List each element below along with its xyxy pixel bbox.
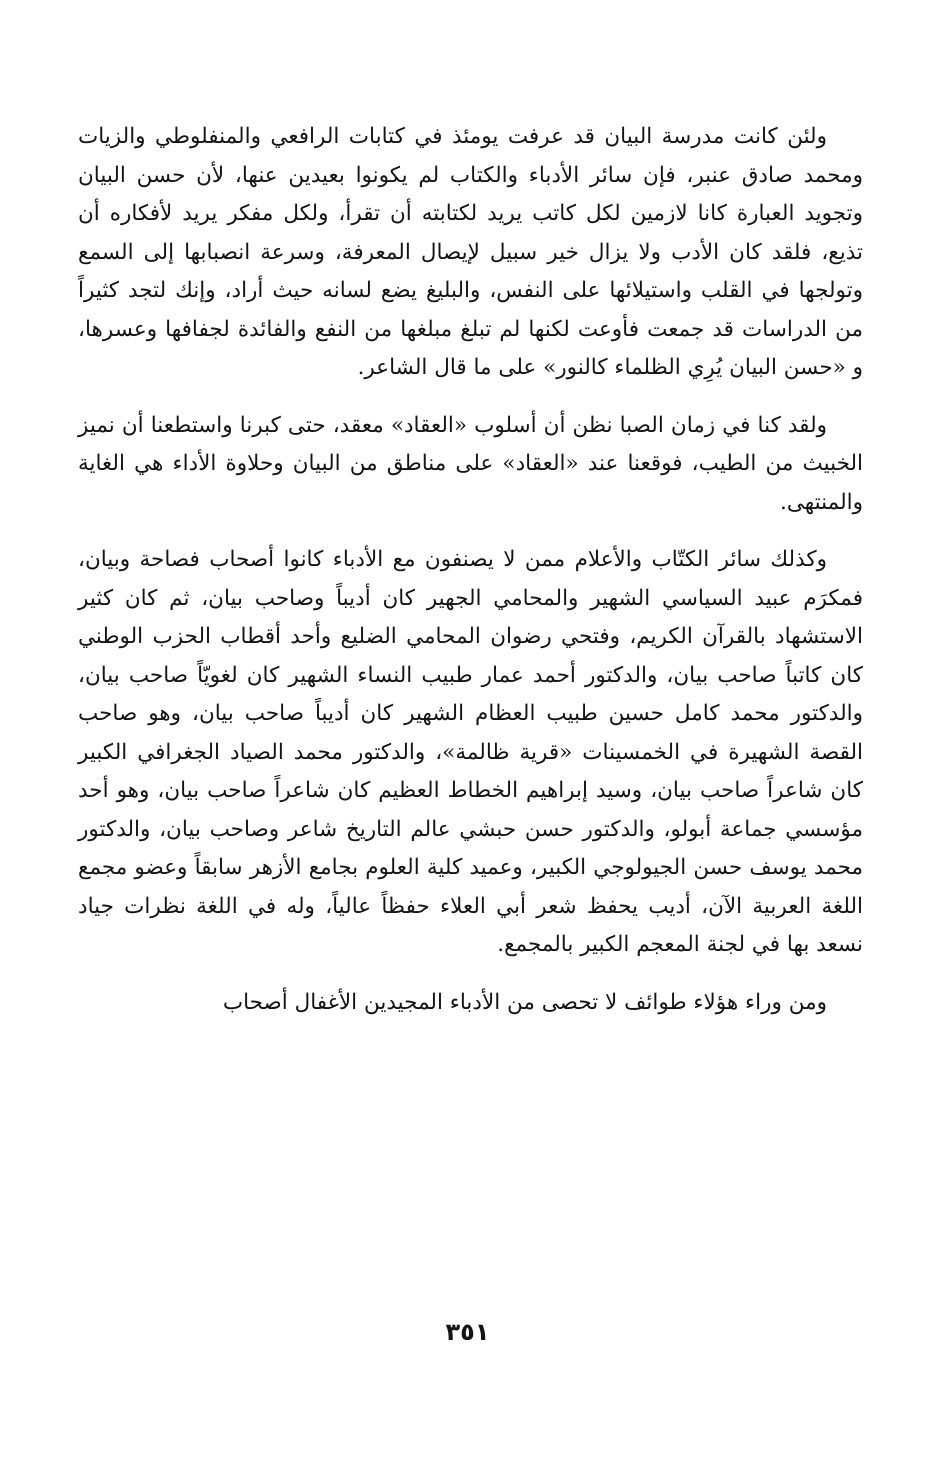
- paragraph-bayan-school: ولئن كانت مدرسة البيان قد عرفت يومئذ في كتابات الرافعي والمنفلوطي والزيات ومحمد صادق عنبر، فإن سائر الأدباء والكتاب لم يكونوا بعيدين عنها، لأن حسن البيان وتجويد العبارة كانا لازمين لكل كاتب يريد لكتابته أن تقرأ، ولكل مفكر يريد لأفكاره أن تذيع، فلقد كان الأدب ولا يزال خير سبيل لإيصال المعرفة، وسرعة انصبابها إلى السمع وتولجها في القلب واستيلائها على النفس، والبليغ يضع لسانه حيث أراد، وإنك لتجد كثيراً من الدراسات قد جمعت فأوعت لكنها لم تبلغ مبلغها من النفع والفائدة لجفافها وعسرها، و «حسن البيان يُرِي الظلماء كالنور» على ما قال الشاعر.: [78, 124, 864, 380]
- paragraph-aqqad-style: ولقد كنا في زمان الصبا نظن أن أسلوب «العقاد» معقد، حتى كبرنا واستطعنا أن نميز الخبيث من الطيب، فوقعنا عند «العقاد» على مناطق من البيان وحلاوة الأداء هي الغاية والمنتهى.: [78, 412, 863, 515]
- paragraph-writers-list: وكذلك سائر الكتّاب والأعلام ممن لا يصنفون مع الأدباء كانوا أصحاب فصاحة وبيان، فمكرَم عبيد السياسي الشهير والمحامي الجهير كان أديباً وصاحب بيان، ثم كان كثير الاستشهاد بالقرآن الكريم، وفتحي رضوان المحامي الضليع وأحد أقطاب الحزب الوطني كان كاتباً صاحب بيان، والدكتور أحمد عمار طبيب النساء الشهير كان لغويّاً صاحب بيان، والدكتور محمد كامل حسين طبيب العظام الشهير كان أديباً صاحب بيان، وهو صاحب القصة الشهيرة في الخمسينات «قرية ظالمة»، والدكتور محمد الصياد الجغرافي الكبير كان شاعراً صاحب بيان، وسيد إبراهيم الخطاط العظيم كان شاعراً صاحب بيان، وهو أحد مؤسسي جماعة أبولو، والدكتور حسن حبشي عالم التاريخ شاعر وصاحب بيان، والدكتور محمد يوسف حسن الجيولوجي الكبير، وعميد كلية العلوم بجامع الأزهر سابقاً وعضو مجمع اللغة العربية الآن، أديب يحفظ شعر أبي العلاء حفظاً عالياً، وله في اللغة نظرات جياد نسعد بها في لجنة المعجم الكبير بالمجمع.: [78, 547, 863, 957]
- paragraph-continuation: ومن وراء هؤلاء طوائف لا تحصى من الأدباء المجيدين الأغفال أصحاب: [222, 989, 827, 1015]
- page-number: ٣٥١: [445, 1318, 490, 1346]
- book-page-body: [78, 118, 863, 1041]
